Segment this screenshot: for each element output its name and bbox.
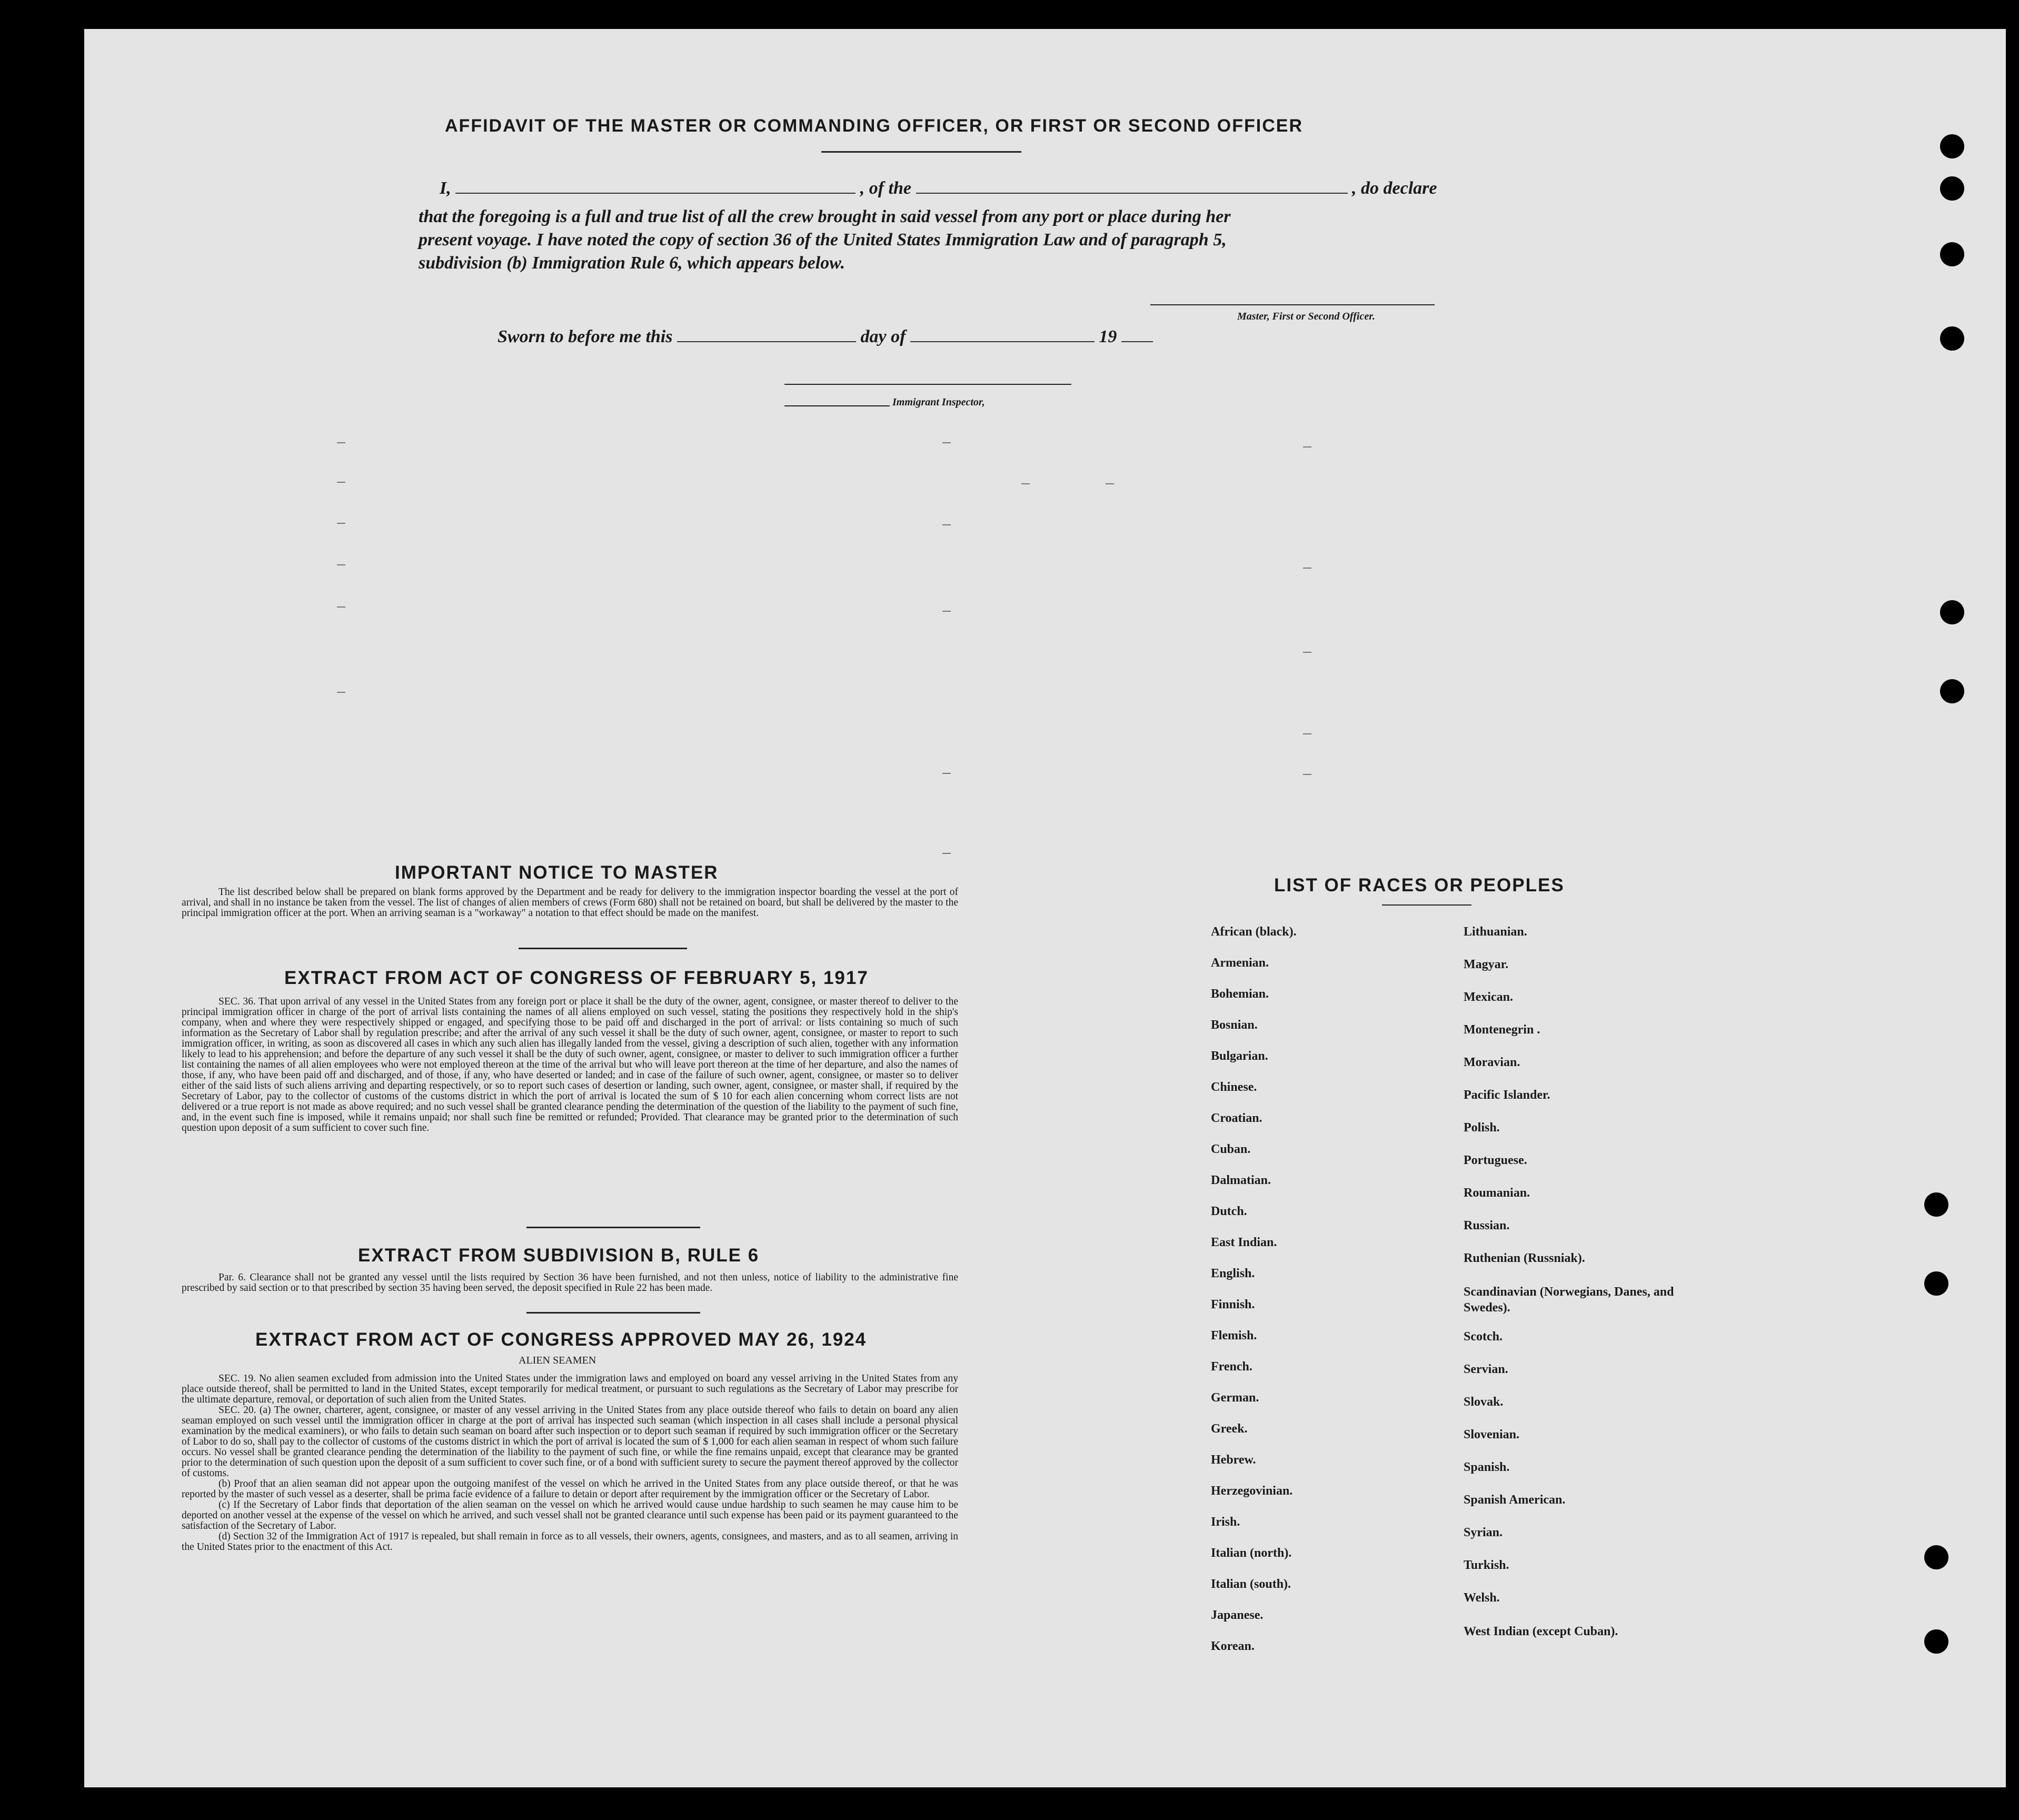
extract-1917-paragraph: SEC. 36. That upon arrival of any vessel in the United States from any foreign port or place it shall be the duty of the owner, agent, consignee, or master thereof to deliver to the principal immigration officer in charge of the port of arrival lists containing the names of all aliens employed on such vessel, stating the positions they respectively hold in the ship's company, when and where they were respectively shipped or engaged, and specifying those to be paid off and discharged in the port of arrival: or lists containing so much of such information as the Secretary of Labor shall by regulation prescribe; and after the arrival of any such vessel it shall be the duty of such owner, agent, consignee, or master to report to such immigration officer, in writing, as soon as discovered all cases in which any such alien has illegally landed from the vessel, giving a description of such alien, together with any information likely to lead to his apprehension; and before the departure of any such vessel it shall be the duty of such owner, agent, consignee, or master to deliver to such immigration officer a further list containing the names of all alien employees who were not employed thereon at the time of the arrival but who will leave port thereon at the time of her departure, and also the names of those, if any, who have been paid off and discharged, and of those, if any, who have deserted or landed; and in case of the failure of such owner, agent, consignee, or master so to deliver either of the said lists of such aliens arriving and departing respectively, or so to report such cases of desertion or landing, such owner, agent, consignee, or master shall, if required by the Secretary of Labor, pay to the collector of customs of the customs district in which the port of arrival is located the sum of $ 10 for each alien concerning whom correct lists are not delivered or a true report is not made as above required; and no such vessel shall be granted clearance pending the determination of the question of the liability to the payment of such fine, and, in the event such fine is imposed, while it remains unpaid; nor shall such fine be remitted or refunded; Provided. That clearance may be granted prior to the determination of such question upon deposit of a sum sufficient to cover such fine. [182,996,958,1133]
races-divider [1382,904,1471,906]
race-item: Dutch. [1211,1205,1247,1218]
declaration-line-4: subdivision (b) Immigration Rule 6, which appears below. [419,253,846,273]
race-item: Slovenian. [1464,1428,1520,1441]
declaration-line-1 [440,178,1437,198]
extract-1917-text [182,997,958,1133]
race-item: African (black). [1211,925,1297,939]
faint-dash [1106,483,1114,484]
race-item: Irish. [1211,1515,1240,1529]
faint-dash [1303,568,1311,569]
vessel-blank[interactable] [916,178,1348,194]
binder-hole [1940,679,1964,703]
binder-hole [1940,134,1964,158]
sworn-line [498,326,1153,347]
race-item: Bosnian. [1211,1018,1258,1032]
race-item: Scandinavian (Norwegians, Danes, and Swedes). [1464,1285,1674,1315]
race-item: Slovak. [1464,1395,1504,1409]
race-item: Korean. [1211,1639,1255,1653]
race-item: Finnish. [1211,1298,1255,1311]
race-item: Russian. [1464,1219,1510,1232]
signature-line[interactable] [1150,304,1435,305]
binder-hole [1924,1629,1948,1654]
faint-dash [1303,652,1311,653]
race-item: Polish. [1464,1121,1500,1135]
binder-hole [1924,1545,1948,1569]
sworn-label: Sworn to before me this [498,327,673,346]
name-blank[interactable] [455,178,856,194]
declaration-line-2: that the foregoing is a full and true list of all the crew brought in said vessel from any port or place during her [419,207,1231,226]
race-item: East Indian. [1211,1236,1277,1249]
race-item: Montenegrin . [1464,1023,1540,1037]
sworn-day-blank[interactable] [677,326,856,342]
binder-hole [1924,1271,1948,1296]
master-label: Master, First or Second Officer. [1237,311,1375,322]
inspector-line-1 [784,384,1071,385]
year-label: 19 [1099,327,1117,346]
race-item: Syrian. [1464,1526,1503,1539]
race-item: Japanese. [1211,1608,1264,1622]
extract-1924-text [182,1374,958,1553]
faint-dash [942,611,951,612]
binder-hole [1924,1192,1948,1217]
faint-dash [942,853,951,854]
faint-dash [337,523,345,524]
race-item: Chinese. [1211,1080,1257,1094]
race-item: West Indian (except Cuban). [1464,1625,1618,1638]
race-item: Turkish. [1464,1558,1509,1572]
race-item: Magyar. [1464,958,1509,971]
race-item: Hebrew. [1211,1453,1256,1467]
race-item: Spanish American. [1464,1493,1566,1507]
race-item: Dalmatian. [1211,1173,1271,1187]
extract-1924-paragraph: SEC. 20. (a) The owner, charterer, agent, consignee, or master of any vessel arriving in the United States from any place outside thereof who fails to detain on board any alien seaman employed on such vessel until the immigration officer in charge at the port of arrival has inspected such seaman (which inspection in all cases shall include a personal physical examination by the medical examiners), or who fails to detain such seaman on board after such inspection or to deport such seaman if required by such immigration officer or the Secretary of Labor to do so, shall pay to the collector of customs of the customs district in which the port of arrival is located the sum of $ 1,000 for each alien seaman in respect of whom such failure occurs. No vessel shall be granted clearance pending the determination of the liability to the payment of such fine, or while the fine remains unpaid, except that clearance may be granted prior to the determination of such question upon the deposit of a sum sufficient to cover such fine, or of a bond with sufficient surety to secure the payment thereof approved by the collector of customs. [182,1405,958,1479]
sworn-month-blank[interactable] [910,326,1095,342]
extract-rule6-title: EXTRACT FROM SUBDIVISION B, RULE 6 [358,1245,760,1266]
binder-hole [1940,176,1964,201]
faint-dash [1303,733,1311,734]
race-item: German. [1211,1391,1259,1405]
race-item: Flemish. [1211,1329,1257,1342]
race-item: English. [1211,1267,1255,1280]
binder-hole [1940,600,1964,624]
race-item: Italian (south). [1211,1577,1291,1591]
extract-rule6-divider [526,1312,700,1314]
race-item: French. [1211,1360,1252,1374]
extract-1924-paragraph: (b) Proof that an alien seaman did not appear upon the outgoing manifest of the vessel on which he arrived in the United States from any place outside thereof, or that he was reported by the master of such vessel as a deserter, shall be prima facie evidence of a failure to detain or deport after requirement by the immigration officer or the Secretary of Labor. [182,1478,958,1500]
faint-dash [1303,774,1311,775]
faint-dash [337,692,345,693]
race-item: Italian (north). [1211,1546,1292,1560]
races-right-column [1464,925,1690,1669]
binder-hole [1940,326,1964,351]
notice-title: IMPORTANT NOTICE TO MASTER [395,862,719,883]
binder-hole [1940,242,1964,266]
race-item: Portuguese. [1464,1153,1527,1167]
faint-dash [337,606,345,608]
race-item: Bohemian. [1211,987,1269,1001]
race-item: Spanish. [1464,1460,1510,1474]
races-left-column [1211,925,1297,1670]
race-item: Mexican. [1464,990,1513,1004]
extract-rule6-paragraph: Par. 6. Clearance shall not be granted any vessel until the lists required by Section 36 have been furnished, and not then unless, notice of liability to the administrative fine prescribed by said section or to that prescribed by section 35 having been served, the deposit specified in Rule 22 has been made. [182,1272,958,1294]
of-the-label: , of the [860,178,912,198]
race-item: Herzegovinian. [1211,1484,1293,1498]
day-of-label: day of [860,327,906,346]
faint-dash [942,524,951,525]
race-item: Servian. [1464,1362,1508,1376]
extract-rule6-text [182,1272,958,1294]
faint-dash [337,564,345,565]
do-declare-label: , do declare [1352,178,1437,198]
extract-1917-title: EXTRACT FROM ACT OF CONGRESS OF FEBRUARY 5, 1917 [284,968,869,988]
extract-1917-divider [526,1227,700,1228]
faint-dash [1021,483,1030,484]
inspector-line-2[interactable] [784,405,890,406]
race-item: Greek. [1211,1422,1248,1436]
faint-dash [1303,446,1311,447]
extract-1924-subtitle: ALIEN SEAMEN [519,1355,596,1366]
faint-dash [942,773,951,774]
extract-1924-paragraph: (d) Section 32 of the Immigration Act of 1917 is repealed, but shall remain in force as to all vessels, their owners, agents, consignees, and masters, and as to all seamen, arriving in the United States prior to the enactment of this Act. [182,1531,958,1553]
race-item: Ruthenian (Russniak). [1464,1251,1585,1265]
affidavit-title: AFFIDAVIT OF THE MASTER OR COMMANDING OFFICER, OR FIRST OR SECOND OFFICER [445,116,1303,136]
extract-1924-title: EXTRACT FROM ACT OF CONGRESS APPROVED MAY 26, 1924 [255,1329,867,1350]
faint-dash [942,442,951,443]
race-item: Moravian. [1464,1056,1520,1069]
race-item: Croatian. [1211,1111,1262,1125]
notice-paragraph: The list described below shall be prepared on blank forms approved by the Department and be ready for delivery to the immigration inspector boarding the vessel at the port of arrival, and shall in no instance be taken from the vessel. The list of changes of alien members of crews (Form 680) shall not be retained on board, but shall be delivered by the master to the principal immigration officer at the port. When an arriving seaman is a "workaway" a notation to that effect should be made on the manifest. [182,887,958,919]
sworn-year-blank[interactable] [1121,326,1153,342]
declaration-line-3: present voyage. I have noted the copy of section 36 of the United States Immigration Law and of paragraph 5, [419,230,1227,250]
extract-1924-paragraph: SEC. 19. No alien seamen excluded from admission into the United States under the immigration laws and employed on board any vessel arriving in the United States from any place outside thereof, shall be permitted to land in the United States, except temporarily for medical treatment, or pursuant to such regulations as the Secretary of Labor may prescribe for the ultimate departure, removal, or deportation of such alien from the United States. [182,1373,958,1405]
races-title: LIST OF RACES OR PEOPLES [1274,875,1565,896]
race-item: Lithuanian. [1464,925,1527,939]
race-item: Pacific Islander. [1464,1088,1550,1102]
title-divider [821,151,1021,153]
race-item: Armenian. [1211,956,1269,970]
faint-dash [337,482,345,483]
notice-text [182,887,958,919]
race-item: Bulgarian. [1211,1049,1268,1063]
extract-1924-paragraph: (c) If the Secretary of Labor finds that deportation of the alien seaman on the vessel on which he arrived would cause undue hardship to such seamen he may cause him to be deported on another vessel at the expense of the vessel on which he arrived, and such vessel shall not be granted clearance until such expense has been paid or its payment guaranteed to the satisfaction of the Secretary of Labor. [182,1499,958,1531]
i-label: I, [440,178,451,198]
inspector-label: Immigrant Inspector, [892,396,985,408]
faint-dash [337,442,345,443]
notice-divider [519,948,687,949]
race-item: Scotch. [1464,1330,1503,1344]
race-item: Roumanian. [1464,1186,1530,1200]
race-item: Welsh. [1464,1591,1500,1605]
race-item: Cuban. [1211,1142,1251,1156]
